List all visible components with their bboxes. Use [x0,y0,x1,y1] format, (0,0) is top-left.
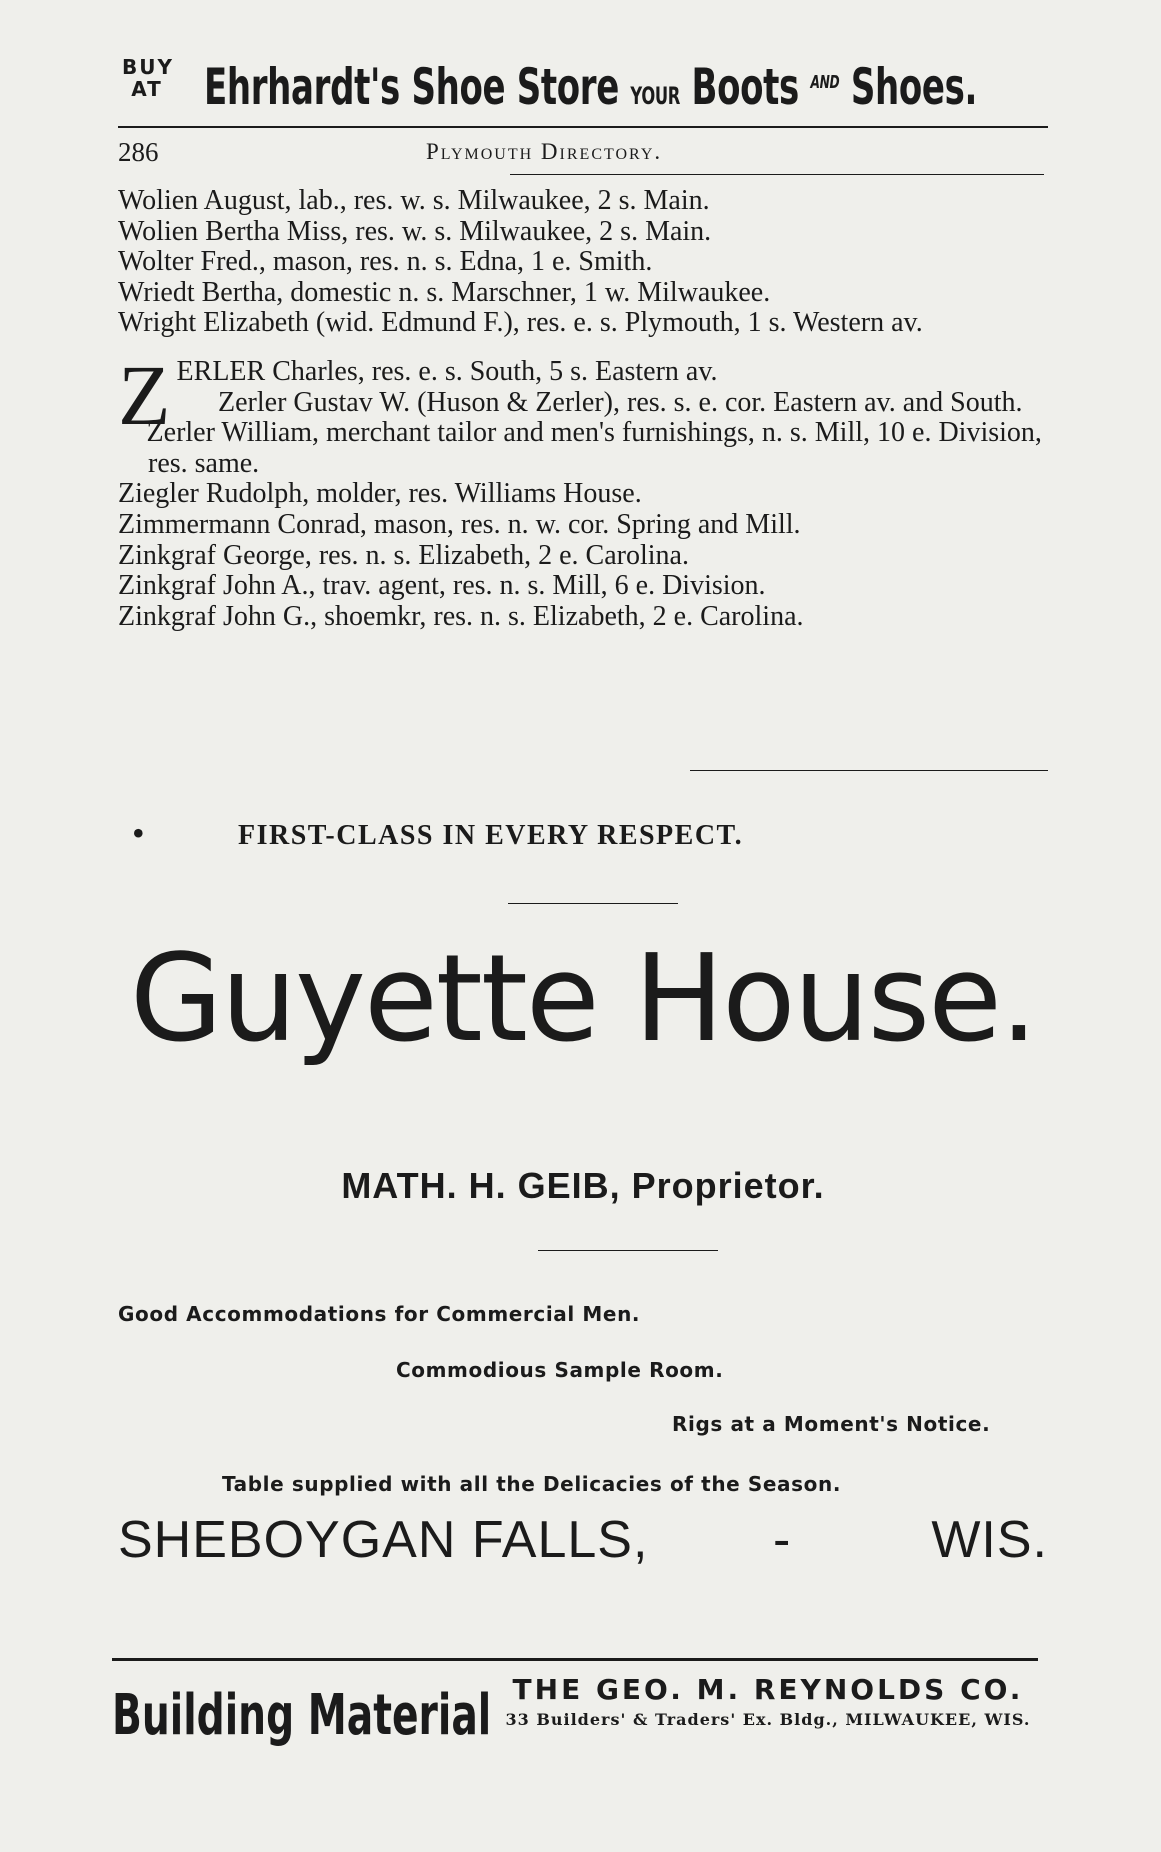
store-name: Ehrhardt's Shoe Store [204,58,619,116]
directory-entry: Wolien August, lab., res. w. s. Milwaukee, 2 s. Main. [118,185,710,216]
running-header [118,137,1044,177]
page-title: Plymouth Directory. [426,139,663,164]
directory-entries [118,186,1048,632]
building-material-label: Building Material [112,1683,492,1748]
directory-entry: Zinkgraf John G., shoemkr, res. n. s. Elizabeth, 2 e. Carolina. [118,600,804,632]
at-word: AT [131,77,163,101]
feature-sample-room: Commodious Sample Room. [396,1358,724,1382]
page-number: 286 [118,137,159,167]
directory-entry: Wolien Bertha Miss, res. w. s. Milwaukee, 2 s. Main. [118,215,712,247]
hotel-name: Guyette House. [129,930,1037,1069]
company-name: THE GEO. M. REYNOLDS CO. [512,1673,1024,1706]
your-word: YOUR [630,82,681,110]
directory-entry: Wolter Fred., mason, res. n. s. Edna, 1 e. Smith. [118,246,653,278]
store-slogan [204,54,977,125]
directory-entry: Ziegler Rudolph, molder, res. Williams House. [118,478,642,510]
directory-entry: ERLER Charles, res. e. s. South, 5 s. Eastern av. [176,355,718,387]
boots-word: Boots [691,58,799,116]
building-material-advertisement [112,1655,1050,1748]
state-name: WIS. [931,1511,1048,1569]
directory-entry: Zimmermann Conrad, mason, res. n. w. cor. Spring and Mill. [118,508,801,540]
top-ad-rule [118,126,1048,128]
directory-entry: Wriedt Bertha, domestic n. s. Marschner, 1 w. Milwaukee. [118,276,771,308]
feature-commercial-men: Good Accommodations for Commercial Men. [118,1302,641,1326]
company-address: 33 Builders' & Traders' Ex. Bldg., MILWAUKEE, WIS. [505,1710,1031,1729]
bullet-mark: • [132,813,145,853]
buy-word: BUY [122,55,174,79]
shoe-store-advertisement [118,50,1048,120]
mid-rule [538,1250,718,1251]
feature-rigs: Rigs at a Moment's Notice. [672,1412,991,1436]
header-rule [510,174,1044,175]
shoes-word: Shoes. [850,58,978,116]
ad-tagline: FIRST-CLASS IN EVERY RESPECT. [238,820,744,851]
section-z-start [118,346,1048,443]
and-word: AND [810,72,840,93]
hotel-advertisement [118,770,1048,1670]
location-dash: - [773,1511,792,1569]
directory-entry: Zerler William, merchant tailor and men's furnishings, n. s. Mill, 10 e. Division, res. same. [146,417,1042,479]
proprietor-line: MATH. H. GEIB, Proprietor. [341,1165,825,1206]
company-block [486,1673,1050,1729]
city-name: SHEBOYGAN FALLS, [118,1511,649,1569]
buy-at-label [122,56,172,100]
directory-entry: Zinkgraf John A., trav. agent, res. n. s. Mill, 6 e. Division. [118,570,766,602]
directory-entry: Zinkgraf George, res. n. s. Elizabeth, 2 e. Carolina. [118,539,689,571]
drop-cap-letter: Z [118,346,171,443]
tagline-underline [508,903,678,904]
directory-entry: Zerler Gustav W. (Huson & Zerler), res. s. e. cor. Eastern av. and South. [218,386,1023,418]
directory-entry: Wright Elizabeth (wid. Edmund F.), res. e. s. Plymouth, 1 s. Western av. [118,307,923,339]
feature-table: Table supplied with all the Delicacies of the Season. [222,1472,842,1496]
